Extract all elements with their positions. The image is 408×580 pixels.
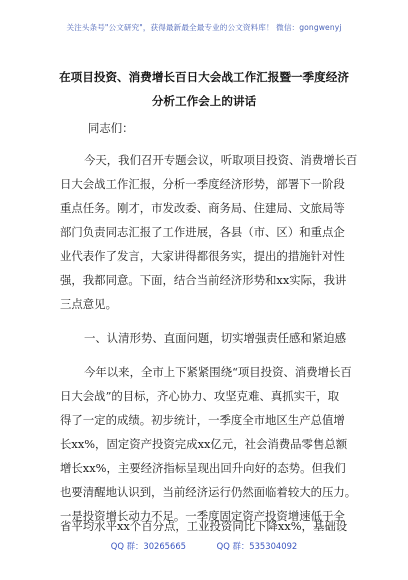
paragraph-2-line: 得了一定的成绩。初步统计，一季度全市地区生产总值增 — [60, 413, 345, 427]
paragraph-2-line: 长xx%，固定资产投资完成xx亿元，社会消费品零售总额 — [60, 437, 348, 451]
paragraph-2-line: 省平均水平xx个百分点，工业投资同比下降xx%，基础设 — [60, 519, 348, 533]
paragraph-1-line: 三点意见。 — [60, 297, 117, 311]
salutation: 同志们： — [88, 121, 134, 135]
document-title-line-1: 在项目投资、消费增长百日大会战工作汇报暨一季度经济 — [59, 70, 349, 84]
section-1-heading: 一、认清形势、直面问题，切实增强责任感和紧迫感 — [84, 331, 346, 345]
paragraph-1-line: 日大会战工作汇报，分析一季度经济形势，部署下一阶段 — [60, 177, 345, 191]
paragraph-1-line: 业代表作了发言，大家讲得都很务实，提出的措施针对性 — [60, 249, 345, 263]
paragraph-2-line: 也要清醒地认识到，当前经济运行仍然面临着较大的压力。 — [60, 485, 357, 499]
header-banner: 关注头条号"公文研究"，获得最新最全最专业的公文资料库！ 微信：gongwenyj — [66, 23, 342, 32]
paragraph-1-line: 部门负责同志汇报了工作进展，各县（市、区）和重点企 — [60, 225, 345, 239]
document-title-line-2: 分析工作会上的讲话 — [151, 94, 257, 108]
paragraph-2-line: 日大会战”的目标，齐心协力、攻坚克难、真抓实干，取 — [60, 389, 340, 403]
footer-qq-group-2: QQ 群：535304092 — [216, 541, 298, 551]
paragraph-2-line: 增长xx%，主要经济指标呈现出回升向好的态势。但我们 — [60, 461, 346, 475]
paragraph-1-line: 强，我都同意。下面，结合当前经济形势和xx实际，我讲 — [60, 273, 347, 287]
paragraph-2-line: 一是投资增长动力不足。一季度固定资产投资增速低于全 — [60, 509, 345, 523]
footer-contact — [0, 540, 408, 552]
footer-qq-group-1: QQ 群：30265665 — [110, 541, 186, 551]
paragraph-1-line: 重点任务。刚才，市发改委、商务局、住建局、文旅局等 — [60, 201, 345, 215]
paragraph-1-line: 今天，我们召开专题会议，听取项目投资、消费增长百 — [84, 153, 358, 167]
paragraph-2-line: 今年以来，全市上下紧紧围绕“项目投资、消费增长百 — [84, 365, 352, 379]
